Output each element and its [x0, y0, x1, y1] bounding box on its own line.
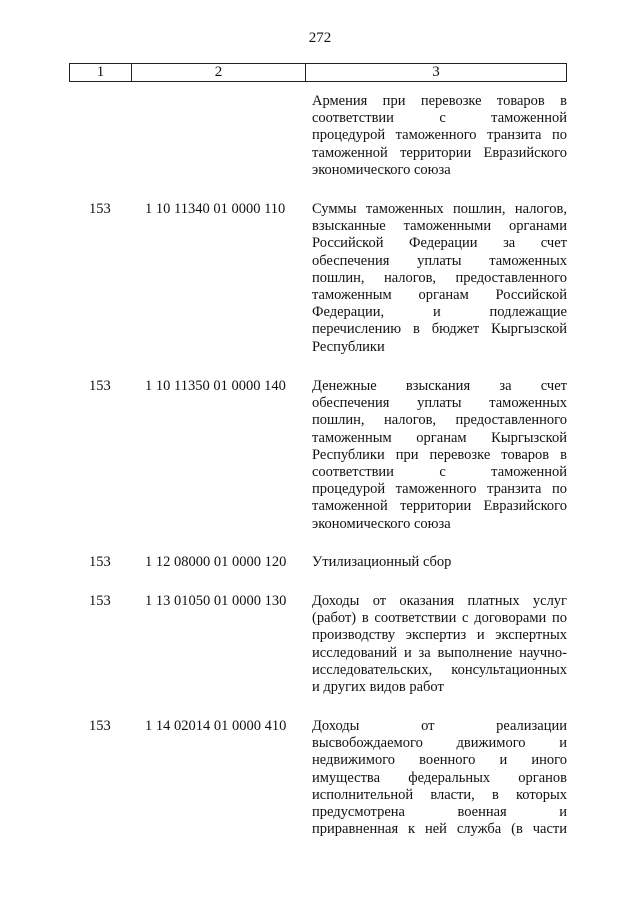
description-line: таможенным органам Российской: [312, 287, 567, 304]
description-line: перечислению в бюджет Кыргызской: [312, 321, 567, 338]
description-line: Доходы от реализации: [312, 718, 567, 734]
description-line: исследований и за выполнение научно-: [312, 644, 567, 661]
description-line: Денежные взыскания за счет: [312, 378, 567, 394]
header-column-3: 3: [432, 64, 440, 80]
row-description: [312, 718, 567, 838]
description-line: пошлин, налогов, предоставленного: [312, 412, 567, 429]
admin-code: 153: [89, 201, 111, 217]
description-line: высвобождаемого движимого и: [312, 735, 567, 752]
admin-code: 153: [89, 593, 111, 609]
description-line: Федерации, и подлежащие: [312, 304, 567, 321]
description-line: Суммы таможенных пошлин, налогов,: [312, 201, 567, 217]
description-line: экономического союза: [312, 161, 451, 178]
row-description: [312, 93, 567, 179]
kbk-code: 1 14 02014 01 0000 410: [145, 718, 287, 734]
description-line: (работ) в соответствии с договорами по: [312, 610, 567, 627]
table-header: [69, 63, 567, 82]
description-line: исследовательских, консультационных: [312, 661, 567, 678]
kbk-code: 1 12 08000 01 0000 120: [145, 554, 287, 570]
description-line: обеспечения уплаты таможенных: [312, 395, 567, 412]
description-line: соответствии с таможенной: [312, 464, 567, 481]
description-line: и других видов работ: [312, 679, 444, 696]
description-line: Доходы от оказания платных услуг: [312, 593, 567, 609]
description-line: Утилизационный сбор: [312, 554, 452, 570]
row-description: [312, 378, 567, 533]
description-line: соответствии с таможенной: [312, 110, 567, 127]
kbk-code: 1 10 11340 01 0000 110: [145, 201, 286, 217]
description-line: Республики: [312, 338, 385, 355]
description-line: обеспечения уплаты таможенных: [312, 252, 567, 269]
description-line: имущества федеральных органов: [312, 769, 567, 786]
description-line: процедурой таможенного транзита по: [312, 481, 567, 498]
page-number: 272: [308, 30, 332, 46]
description-line: исполнительной власти, в которых: [312, 786, 567, 803]
description-line: Республики при перевозке товаров в: [312, 446, 567, 463]
description-line: процедурой таможенного транзита по: [312, 127, 567, 144]
description-line: Российской Федерации за счет: [312, 235, 567, 252]
row-description: [312, 593, 567, 696]
description-line: приравненная к ней служба (в части: [312, 821, 567, 838]
description-line: взысканные таможенными органами: [312, 218, 567, 235]
description-line: Армения при перевозке товаров в: [312, 93, 567, 109]
row-description: [312, 201, 567, 356]
description-line: экономического союза: [312, 515, 451, 532]
description-line: таможенной территории Евразийского: [312, 144, 567, 161]
admin-code: 153: [89, 718, 111, 734]
description-line: пошлин, налогов, предоставленного: [312, 269, 567, 286]
description-line: производству экспертиз и экспертных: [312, 627, 567, 644]
admin-code: 153: [89, 378, 111, 394]
header-column-2: 2: [132, 64, 306, 81]
description-line: недвижимого военного и иного: [312, 752, 567, 769]
admin-code: 153: [89, 554, 111, 570]
description-line: предусмотрена военная и: [312, 804, 567, 821]
header-column-1: 1: [70, 64, 132, 81]
description-line: таможенным органам Кыргызской: [312, 429, 567, 446]
description-line: таможенной территории Евразийского: [312, 498, 567, 515]
row-description: [312, 554, 567, 571]
kbk-code: 1 10 11350 01 0000 140: [145, 378, 286, 394]
kbk-code: 1 13 01050 01 0000 130: [145, 593, 287, 609]
